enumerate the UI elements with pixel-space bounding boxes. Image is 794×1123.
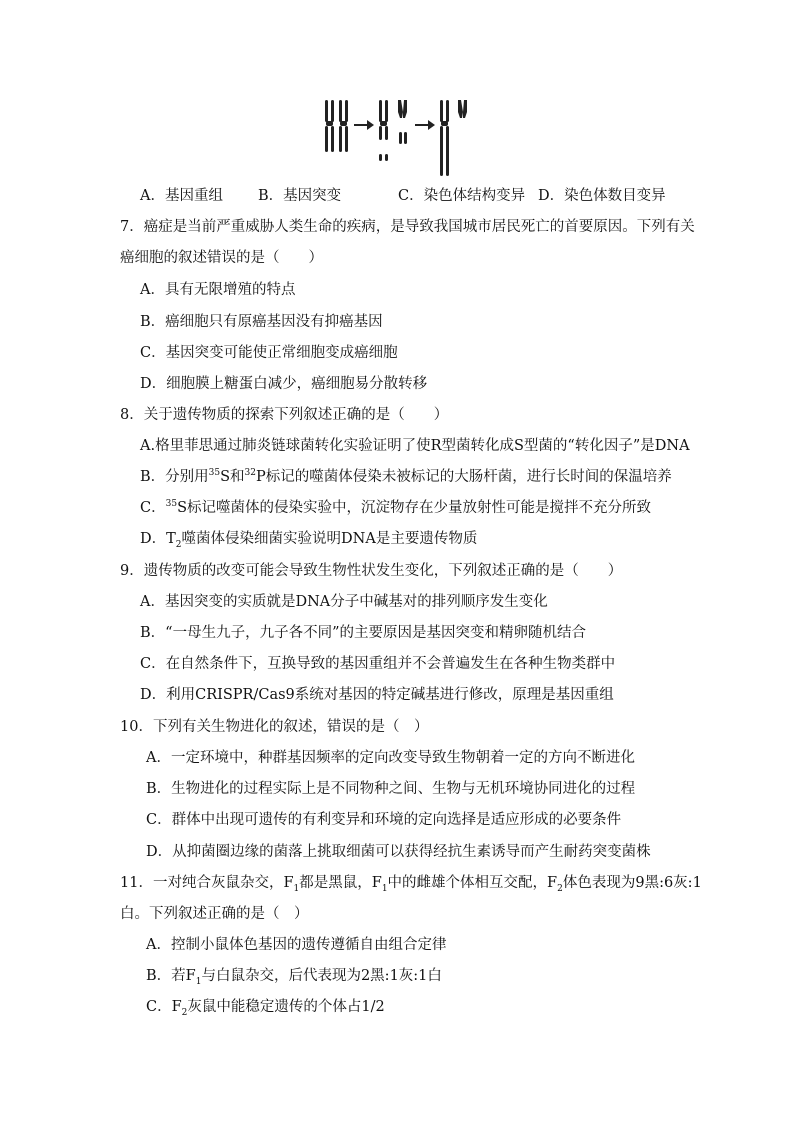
chromosome-variation-figure bbox=[318, 96, 478, 180]
q11-option-b: B．若$F_1$与白鼠杂交，后代表现为2黑:1灰:1白 bbox=[146, 968, 442, 987]
q9-option-d: D．利用CRISPR/Cas9系统对基因的特定碱基进行修改，原理是基因重组 bbox=[140, 687, 614, 703]
q7-option-d: D．细胞膜上糖蛋白减少，癌细胞易分散转移 bbox=[140, 376, 428, 392]
q8-stem: 8．关于遗传物质的探索下列叙述正确的是（ ） bbox=[120, 407, 449, 423]
q8-option-d: D．$T_2$噬菌体侵染细菌实验说明DNA是主要遗传物质 bbox=[140, 531, 478, 550]
q9-option-a: A．基因突变的实质就是DNA分子中碱基对的排列顺序发生变化 bbox=[140, 594, 548, 610]
q7-stem-line1: 7．癌症是当前严重威胁人类生命的疾病，是导致我国城市居民死亡的首要原因。下列有关 bbox=[120, 219, 695, 235]
q7-option-c: C．基因突变可能使正常细胞变成癌细胞 bbox=[140, 345, 398, 361]
chromosome-x-1 bbox=[325, 100, 334, 152]
q11-stem-line1: 11．一对纯合灰鼠杂交，$F_1$都是黑鼠，$F_1$中的雌雄个体相互交配，$F_2$体色表现为9黑:6灰:1 bbox=[120, 875, 702, 894]
chromosome-v bbox=[458, 100, 467, 118]
q10-option-d: D．从抑菌圈边缘的菌落上挑取细菌可以获得经抗生素诱导而产生耐药突变菌株 bbox=[146, 844, 651, 860]
q8-option-a: A.格里菲思通过肺炎链球菌转化实验证明了使R型菌转化成S型菌的“转化因子”是DNA bbox=[140, 438, 690, 454]
q11-stem-line2: 白。下列叙述正确的是（ ） bbox=[120, 906, 309, 922]
q9-option-b: B．“一母生九子，九子各不同”的主要原因是基因突变和精卵随机结合 bbox=[140, 625, 586, 641]
chromosome-long bbox=[440, 100, 449, 176]
q6-option-b: B．基因突变 bbox=[258, 188, 342, 204]
q6-option-a: A．基因重组 bbox=[140, 188, 223, 204]
q6-options-row bbox=[0, 186, 794, 206]
q6-option-c: C．染色体结构变异 bbox=[398, 188, 526, 204]
q10-option-c: C．群体中出现可遗传的有利变异和环境的定向选择是适应形成的必要条件 bbox=[146, 812, 622, 828]
q8-option-c: C．$^{35}$S标记噬菌体的侵染实验中，沉淀物存在少量放射性可能是搅拌不充分所致 bbox=[140, 499, 651, 516]
arrow-right-icon bbox=[354, 120, 374, 130]
chromosome-x-2 bbox=[339, 100, 348, 152]
chromosome-small-v bbox=[398, 100, 407, 144]
arrow-right-icon bbox=[415, 120, 435, 130]
q11-option-a: A．控制小鼠体色基因的遗传遵循自由组合定律 bbox=[146, 937, 447, 953]
q9-stem: 9．遗传物质的改变可能会导致生物性状发生变化，下列叙述正确的是（ ） bbox=[120, 563, 623, 579]
chromosome-broken bbox=[379, 100, 388, 161]
q8-option-b: B．分别用$^{35}$S和$^{32}$P标记的噬菌体侵染未被标记的大肠杆菌，进行长时间的保温培养 bbox=[140, 468, 672, 485]
q9-option-c: C．在自然条件下，互换导致的基因重组并不会普遍发生在各种生物类群中 bbox=[140, 656, 616, 672]
q10-option-b: B．生物进化的过程实际上是不同物种之间、生物与无机环境协同进化的过程 bbox=[146, 781, 636, 797]
q6-option-d: D．染色体数目变异 bbox=[538, 188, 666, 204]
q7-option-a: A．具有无限增殖的特点 bbox=[140, 282, 296, 298]
q11-option-c: C．$F_2$灰鼠中能稳定遗传的个体占1/2 bbox=[146, 999, 385, 1018]
q10-option-a: A．一定环境中，种群基因频率的定向改变导致生物朝着一定的方向不断进化 bbox=[146, 750, 635, 766]
q7-stem-line2: 癌细胞的叙述错误的是（ ） bbox=[120, 250, 323, 266]
q7-option-b: B．癌细胞只有原癌基因没有抑癌基因 bbox=[140, 314, 383, 330]
q10-stem: 10．下列有关生物进化的叙述，错误的是（ ） bbox=[120, 719, 429, 735]
